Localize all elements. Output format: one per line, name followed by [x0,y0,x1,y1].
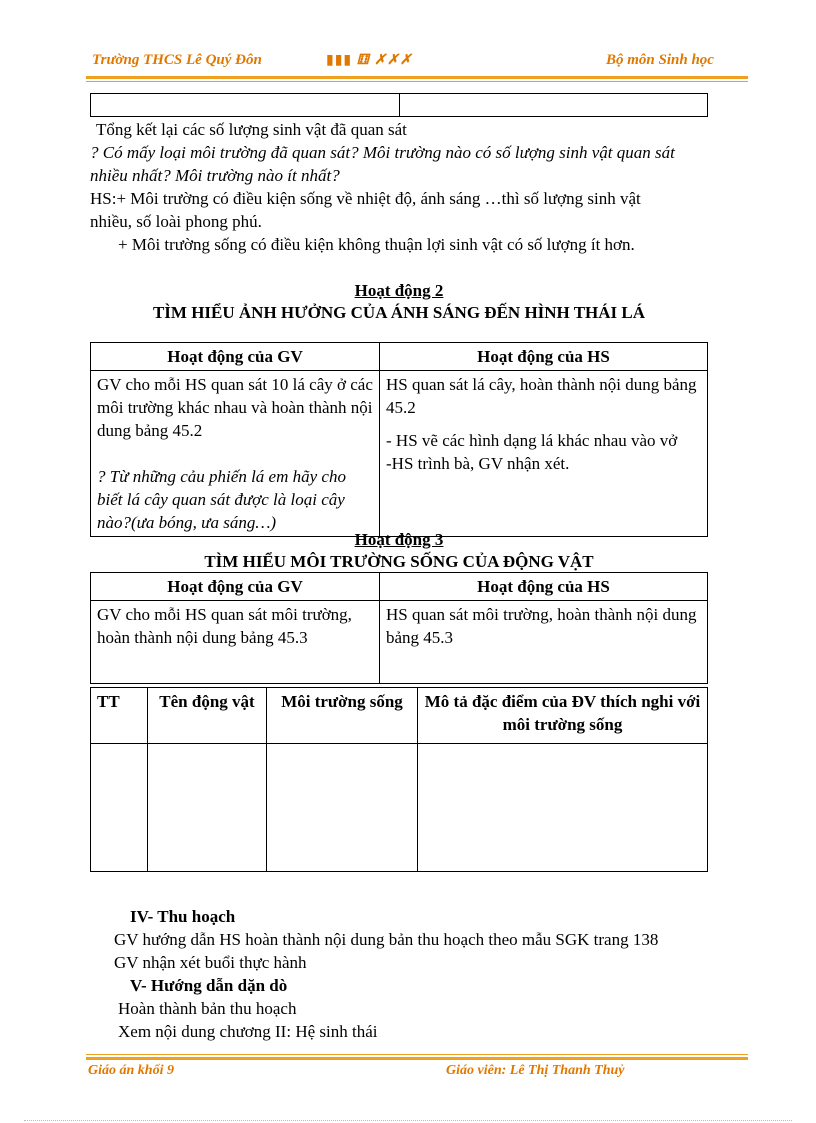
activity2-title: TÌM HIỂU ẢNH HƯỞNG CỦA ÁNH SÁNG ĐẾN HÌNH THÁI LÁ [152,303,646,322]
activity3-hs-cell: HS quan sát môi trường, hoàn thành nội dung bảng 45.3 [380,601,708,684]
header-rule [86,76,748,79]
footer-right: Giáo viên: Lê Thị Thanh Thuỷ [446,1063,625,1078]
animal-col-env: Môi trường sống [267,688,418,744]
activity3-gv-cell: GV cho mỗi HS quan sát môi trường, hoàn thành nội dung bảng 45.3 [91,601,380,684]
section5-line-2: Xem nội dung chương II: Hệ sinh thái [118,1022,378,1041]
section4-title: IV- Thu hoạch [130,907,236,926]
section5-line-1: Hoàn thành bản thu hoạch [118,999,297,1018]
summary-answer-2: nhiều, số loài phong phú. [90,212,262,231]
footer-left: Giáo án khối 9 [88,1063,174,1078]
section5-title: V- Hướng dẫn dặn dò [130,976,288,995]
activity3-col-gv: Hoạt động của GV [91,573,380,601]
animal-cell [267,744,418,872]
activity3-col-hs: Hoạt động của HS [380,573,708,601]
header-school: Trường THCS Lê Quý Đôn [92,52,262,68]
activity2-hs-text-1: HS quan sát lá cây, hoàn thành nội dung bảng 45.2 [386,375,697,417]
summary-question-2: nhiều nhất? Môi trường nào ít nhất? [90,166,340,185]
activity2-gv-text: GV cho mỗi HS quan sát 10 lá cây ở các môi trường khác nhau và hoàn thành nội dung bảng 45.2 [97,375,373,440]
activity2-gv-cell [91,371,380,537]
section4-line-2: GV nhận xét buổi thực hành [114,953,307,972]
animal-cell [91,744,148,872]
activity2-hs-text-2: - HS vẽ các hình dạng lá khác nhau vào vở [386,431,678,450]
activity3-table [90,572,708,684]
summary-answer-1: HS:+ Môi trường có điều kiện sống về nhiệt độ, ánh sáng …thì số lượng sinh vật [90,189,641,208]
activity2-hs-cell [380,371,708,537]
activity3-title: TÌM HIỂU MÔI TRƯỜNG SỐNG CỦA ĐỘNG VẬT [204,552,594,571]
activity3-label: Hoạt động 3 [354,530,444,549]
animal-cell [418,744,708,872]
activity2-col-hs: Hoạt động của HS [380,343,708,371]
summary-question-1: ? Có mấy loại môi trường đã quan sát? Môi trường nào có số lượng sinh vật quan sát [90,143,675,162]
header-ornament-icon: ▮▮▮ ⚅ ✗✗✗ [326,53,413,68]
header-rule-thin [86,81,748,82]
footer-rule [86,1057,748,1060]
activity2-col-gv: Hoạt động của GV [91,343,380,371]
section4-line-1: GV hướng dẫn HS hoàn thành nội dung bản thu hoạch theo mẫu SGK trang 138 [114,930,659,949]
carryover-table [90,93,708,117]
activity2-table [90,342,708,537]
activity2-gv-question: ? Từ những cảu phiến lá em hãy cho biết lá cây quan sát được là loại cây nào?(ưa bóng, ưa sáng…) [97,467,346,532]
summary-answer-3: + Môi trường sống có điều kiện không thuận lợi sinh vật có số lượng ít hơn. [118,235,635,254]
summary-line: Tổng kết lại các số lượng sinh vật đã quan sát [96,120,407,139]
animal-cell [148,744,267,872]
activity2-label: Hoạt động 2 [354,281,444,300]
page-edge [24,1120,792,1121]
animal-col-tt: TT [91,688,148,744]
activity2-hs-text-3: -HS trình bà, GV nhận xét. [386,454,570,473]
animal-col-desc: Mô tả đặc điểm của ĐV thích nghi với môi trường sống [418,688,708,744]
footer-rule-thin [86,1054,748,1055]
header-department: Bộ môn Sinh học [606,52,714,68]
animal-table [90,687,708,872]
animal-col-name: Tên động vật [148,688,267,744]
